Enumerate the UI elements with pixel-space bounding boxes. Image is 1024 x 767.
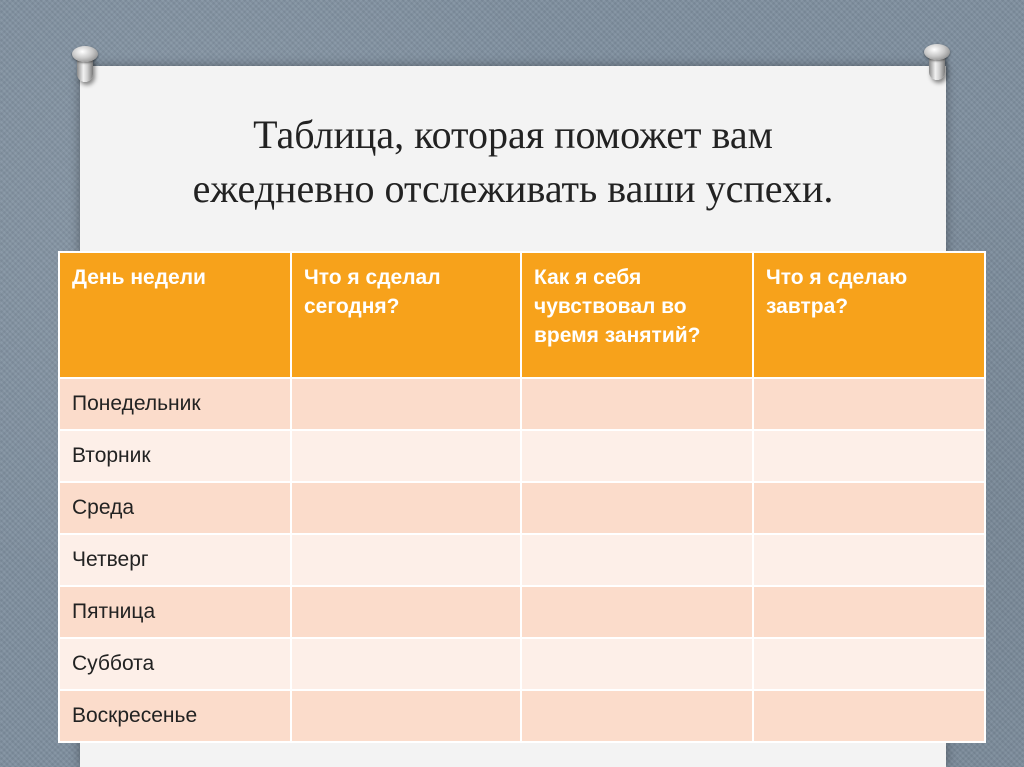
- day-cell: Вторник: [59, 430, 291, 482]
- plan-cell[interactable]: [753, 586, 985, 638]
- feeling-cell[interactable]: [521, 690, 753, 742]
- table-row: [59, 534, 985, 586]
- done-cell[interactable]: [291, 378, 521, 430]
- header-day: День недели: [59, 252, 291, 378]
- page-title: [80, 108, 946, 216]
- done-cell[interactable]: [291, 586, 521, 638]
- plan-cell[interactable]: [753, 534, 985, 586]
- title-line-1: Таблица, которая поможет вам: [253, 112, 773, 157]
- table-row: [59, 586, 985, 638]
- feeling-cell[interactable]: [521, 482, 753, 534]
- day-cell: Среда: [59, 482, 291, 534]
- table-header-row: [59, 252, 985, 378]
- done-cell[interactable]: [291, 690, 521, 742]
- header-feeling: Как я себя чувствовал во время занятий?: [521, 252, 753, 378]
- day-cell: Четверг: [59, 534, 291, 586]
- header-plan-tomorrow: Что я сделаю завтра?: [753, 252, 985, 378]
- done-cell[interactable]: [291, 482, 521, 534]
- plan-cell[interactable]: [753, 638, 985, 690]
- done-cell[interactable]: [291, 430, 521, 482]
- progress-table: [58, 251, 986, 743]
- feeling-cell[interactable]: [521, 534, 753, 586]
- plan-cell[interactable]: [753, 482, 985, 534]
- table-row: [59, 482, 985, 534]
- table-row: [59, 638, 985, 690]
- thumbtack-icon: [72, 46, 98, 90]
- done-cell[interactable]: [291, 638, 521, 690]
- feeling-cell[interactable]: [521, 586, 753, 638]
- day-cell: Понедельник: [59, 378, 291, 430]
- table-row: [59, 430, 985, 482]
- plan-cell[interactable]: [753, 690, 985, 742]
- day-cell: Воскресенье: [59, 690, 291, 742]
- thumbtack-icon: [924, 44, 950, 88]
- table-row: [59, 378, 985, 430]
- plan-cell[interactable]: [753, 430, 985, 482]
- feeling-cell[interactable]: [521, 430, 753, 482]
- feeling-cell[interactable]: [521, 378, 753, 430]
- day-cell: Пятница: [59, 586, 291, 638]
- done-cell[interactable]: [291, 534, 521, 586]
- title-line-2: ежедневно отслеживать ваши успехи.: [192, 166, 834, 211]
- table-row: [59, 690, 985, 742]
- header-done-today: Что я сделал сегодня?: [291, 252, 521, 378]
- feeling-cell[interactable]: [521, 638, 753, 690]
- plan-cell[interactable]: [753, 378, 985, 430]
- day-cell: Суббота: [59, 638, 291, 690]
